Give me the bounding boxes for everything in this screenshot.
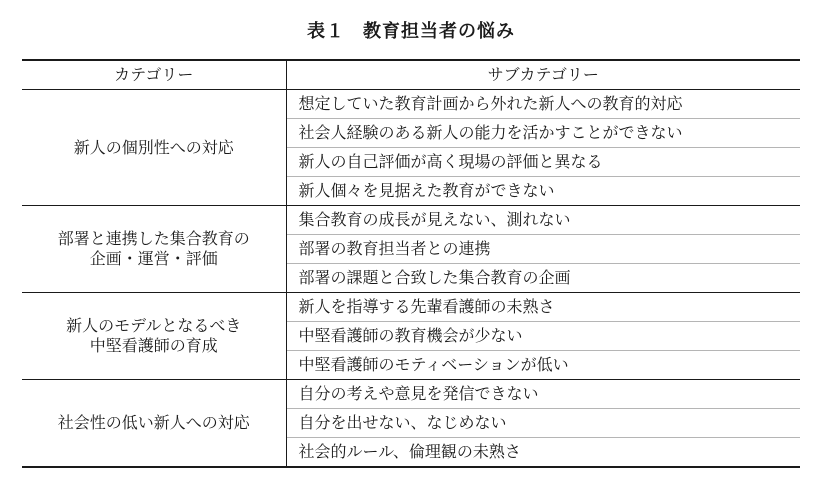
header-row xyxy=(22,60,800,90)
subcategory-cell: 新人個々を見据えた教育ができない xyxy=(286,177,800,206)
category-label: 企画・運営・評価 xyxy=(89,249,218,268)
subcategory-cell: 部署の教育担当者との連携 xyxy=(286,235,800,264)
category-label: 新人のモデルとなるべき xyxy=(66,316,242,335)
subcategory-cell: 中堅看護師のモティベーションが低い xyxy=(286,351,800,380)
table-number: 表１ xyxy=(307,21,345,42)
table-row xyxy=(22,293,800,322)
category-cell xyxy=(22,90,286,206)
subcategory-cell: 自分を出せない、なじめない xyxy=(286,409,800,438)
category-cell xyxy=(22,293,286,380)
subcategory-cell: 集合教育の成長が見えない、測れない xyxy=(286,206,800,235)
category-label: 社会性の低い新人への対応 xyxy=(57,413,250,432)
subcategory-cell: 自分の考えや意見を発信できない xyxy=(286,380,800,409)
subcategory-cell: 新人の自己評価が高く現場の評価と異なる xyxy=(286,148,800,177)
category-label: 部署と連携した集合教育の xyxy=(57,229,250,248)
subcategory-cell: 社会人経験のある新人の能力を活かすことができない xyxy=(286,119,800,148)
category-label: 新人の個別性への対応 xyxy=(73,137,234,157)
table-title: 教育担当者の悩み xyxy=(363,21,515,42)
worries-table xyxy=(22,59,800,468)
subcategory-cell: 社会的ルール、倫理観の未熟さ xyxy=(286,438,800,468)
category-cell xyxy=(22,206,286,293)
subcategory-cell: 想定していた教育計画から外れた新人への教育的対応 xyxy=(298,94,683,113)
table-row xyxy=(22,380,800,409)
category-label: 中堅看護師の育成 xyxy=(89,336,218,355)
table-row xyxy=(22,90,800,119)
header-subcategory: サブカテゴリー xyxy=(286,60,800,90)
subcategory-cell: 部署の課題と合致した集合教育の企画 xyxy=(286,264,800,293)
header-category: カテゴリー xyxy=(22,60,286,90)
table-caption xyxy=(0,17,822,43)
subcategory-cell: 中堅看護師の教育機会が少ない xyxy=(286,322,800,351)
subcategory-cell: 新人を指導する先輩看護師の未熟さ xyxy=(286,293,800,322)
category-cell xyxy=(22,380,286,468)
table-row xyxy=(22,206,800,235)
